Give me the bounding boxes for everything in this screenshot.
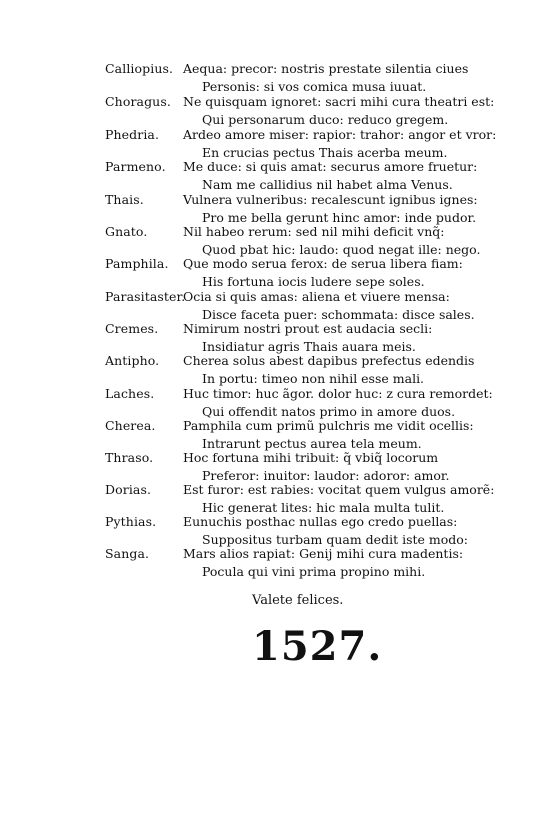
verse-line: Suppositus turbam quam dedit iste modo: (202, 532, 468, 547)
speaker-name: Parmeno. (105, 159, 166, 174)
speaker-name: Calliopius. (105, 61, 174, 76)
verse-line: Nam me callidius nil habet alma Venus. (202, 177, 453, 192)
verse-line: Preferor: inuitor: laudor: adoror: amor. (202, 468, 450, 483)
verse-line: His fortuna iocis ludere sepe soles. (202, 274, 425, 289)
verse-line: Qui offendit natos primo in amore duos. (202, 404, 456, 419)
verse-line: Eunuchis posthac nullas ego credo puellas: (183, 514, 458, 529)
verse-line: Est furor: est rabies: vocitat quem vulgus amorẽ: (183, 482, 495, 497)
speaker-name: Cremes. (105, 321, 159, 336)
verse-line: Qui personarum duco: reduco gregem. (202, 112, 449, 127)
verse-line: Nil habeo rerum: sed nil mihi deficit vnq̃: (183, 224, 445, 239)
closing-salutation: Valete felices. (252, 593, 344, 608)
verse-line: Aequa: precor: nostris prestate silentia ciues (183, 61, 469, 76)
speaker-name: Pamphila. (105, 256, 169, 271)
verse-line: Pocula qui vini prima propino mihi. (202, 564, 426, 579)
verse-line: Nimirum nostri prout est audacia secli: (183, 321, 433, 336)
verse-line: Insidiatur agris Thais auara meis. (202, 339, 416, 354)
speaker-name: Thraso. (105, 450, 154, 465)
verse-line: Pamphila cum primũ pulchris me vidit ocellis: (183, 418, 474, 433)
speaker-name: Gnato. (105, 224, 148, 239)
verse-line: Intrarunt pectus aurea tela meum. (202, 436, 422, 451)
speaker-name: Thais. (105, 192, 144, 207)
verse-line: Cherea solus abest dapibus prefectus edendis (183, 353, 475, 368)
speaker-name: Antipho. (105, 353, 160, 368)
verse-line: En crucias pectus Thais acerba meum. (202, 145, 448, 160)
speaker-name: Dorias. (105, 482, 152, 497)
verse-line: Personis: si vos comica musa iuuat. (202, 79, 427, 94)
speaker-name: Laches. (105, 386, 155, 401)
verse-line: Huc timor: huc ãgor. dolor huc: z cura remordet: (183, 386, 493, 401)
speaker-name: Choragus. (105, 94, 171, 109)
verse-line: Ocia si quis amas: aliena et viuere mensa: (183, 289, 450, 304)
verse-line: Me duce: si quis amat: securus amore fruetur: (183, 159, 478, 174)
verse-line: Mars alios rapiat: Genij mihi cura madentis: (183, 546, 464, 561)
speaker-name: Phedria. (105, 127, 160, 142)
publication-year: 1527. (252, 623, 383, 670)
verse-line: Ne quisquam ignoret: sacri mihi cura theatri est: (183, 94, 495, 109)
verse-line: Pro me bella gerunt hinc amor: inde pudor. (202, 210, 477, 225)
speaker-name: Cherea. (105, 418, 156, 433)
verse-line: In portu: timeo non nihil esse mali. (202, 371, 425, 386)
verse-line: Que modo serua ferox: de serua libera fiam: (183, 256, 463, 271)
verse-line: Hoc fortuna mihi tribuit: q̃ vbiq̃ locorum (183, 450, 439, 465)
speaker-name: Parasitaster. (105, 289, 186, 304)
speech-sanga (0, 545, 559, 589)
speaker-name: Pythias. (105, 514, 157, 529)
verse-line: Disce faceta puer: schommata: disce sales. (202, 307, 475, 322)
speaker-name: Sanga. (105, 546, 150, 561)
verse-line: Ardeo amore miser: rapior: trahor: angor et vror: (183, 127, 497, 142)
verse-line: Hic generat lites: hic mala multa tulit. (202, 500, 445, 515)
verse-line: Quod pbat hic: laudo: quod negat ille: nego. (202, 242, 481, 257)
verse-line: Vulnera vulneribus: recalescunt ignibus ignes: (183, 192, 478, 207)
